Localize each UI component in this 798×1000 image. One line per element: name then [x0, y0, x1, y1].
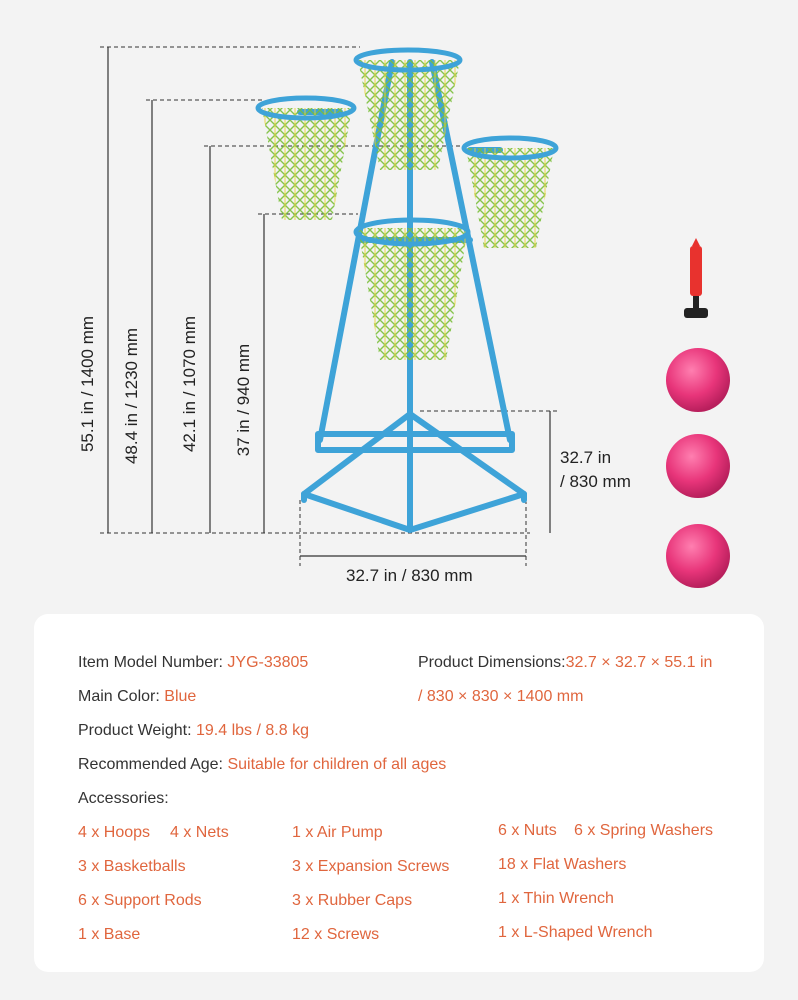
height-overall-label: 55.1 in / 1400 mm — [78, 315, 97, 453]
spec-card — [34, 614, 764, 972]
height-hoop-4-label: 37 in / 940 mm — [234, 343, 253, 457]
age-value: Suitable for children of all ages — [227, 756, 447, 773]
color-value: Blue — [164, 688, 197, 705]
accessory-item: 6 x Nuts — [498, 822, 557, 839]
air-pump-icon — [684, 238, 708, 318]
accessory-item: 3 x Rubber Caps — [292, 892, 413, 909]
accessory-item: 6 x Support Rods — [78, 892, 202, 909]
model-value: JYG-33805 — [227, 654, 309, 671]
accessory-item: 4 x Nets — [170, 824, 229, 841]
model-label: Item Model Number: — [78, 654, 223, 671]
base-depth-label-1: 32.7 in — [560, 448, 612, 467]
dimensions-label: Product Dimensions: — [418, 654, 566, 671]
age-label: Recommended Age: — [78, 756, 223, 773]
accessory-item: 1 x Air Pump — [292, 824, 383, 841]
weight-value: 19.4 lbs / 8.8 kg — [196, 722, 309, 739]
dimensions-value-2: / 830 × 830 × 1400 mm — [418, 688, 584, 705]
accessory-item: 1 x Base — [78, 926, 141, 943]
basketballs — [666, 348, 730, 588]
accessory-item: 1 x L-Shaped Wrench — [498, 924, 653, 941]
accessory-item: 1 x Thin Wrench — [498, 890, 614, 907]
basketball-icon — [666, 434, 730, 498]
height-hoop-3-label: 42.1 in / 1070 mm — [180, 315, 199, 453]
dimensions-row-2 — [418, 688, 583, 706]
basketball-icon — [666, 524, 730, 588]
height-hoop-2-label: 48.4 in / 1230 mm — [122, 327, 141, 465]
basketball-icon — [666, 348, 730, 412]
base-width-label: 32.7 in / 830 mm — [346, 566, 473, 585]
base-depth-label-2: / 830 mm — [560, 472, 631, 491]
model-row — [78, 654, 308, 672]
weight-row — [78, 722, 309, 740]
color-row — [78, 688, 196, 706]
age-row — [78, 756, 446, 774]
accessory-item: 4 x Hoops — [78, 824, 151, 841]
accessory-item: 3 x Basketballs — [78, 858, 186, 875]
accessory-item: 6 x Spring Washers — [574, 822, 714, 839]
accessory-item: 18 x Flat Washers — [498, 856, 627, 873]
dimensions-row — [418, 654, 712, 672]
accessories-label: Accessories: — [78, 790, 169, 807]
accessory-item: 3 x Expansion Screws — [292, 858, 450, 875]
color-label: Main Color: — [78, 688, 160, 705]
accessory-item: 12 x Screws — [292, 926, 380, 943]
dimensions-value-1: 32.7 × 32.7 × 55.1 in — [565, 654, 713, 671]
weight-label: Product Weight: — [78, 722, 192, 739]
